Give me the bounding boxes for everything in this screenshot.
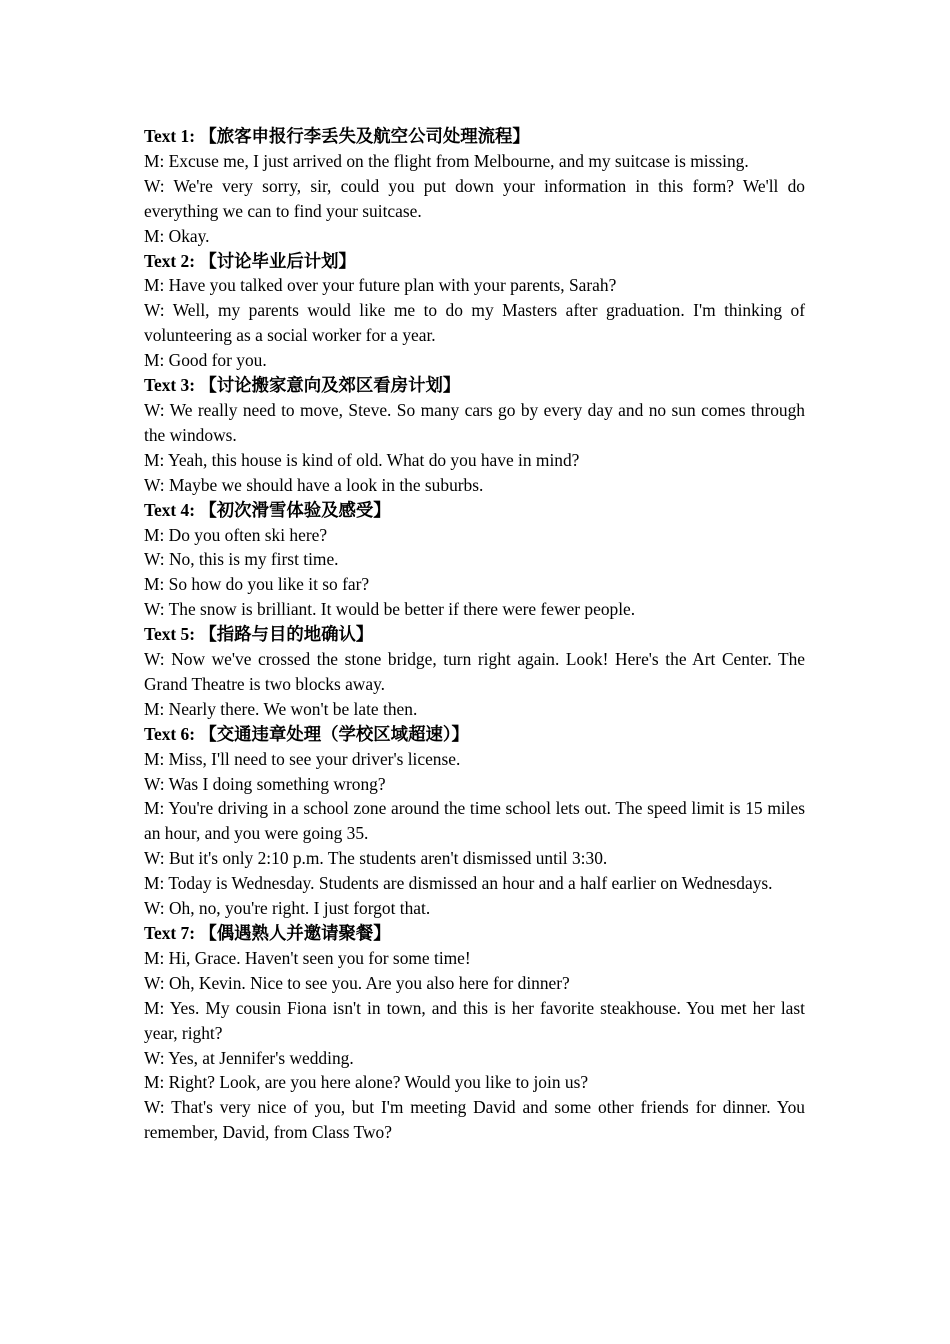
dialogue-line: M: You're driving in a school zone around the time school lets out. The speed limit is 15 miles an hour, and you were going 35. bbox=[144, 798, 805, 844]
dialogue-line: M: Today is Wednesday. Students are dismissed an hour and a half earlier on Wednesdays. bbox=[144, 873, 773, 894]
dialogue-line: M: Hi, Grace. Haven't seen you for some time! bbox=[144, 947, 471, 968]
section-title: Text 7: 【偶遇熟人并邀请聚餐】 bbox=[144, 923, 391, 943]
dialogue-line: M: Nearly there. We won't be late then. bbox=[144, 698, 418, 719]
dialogue-line: W: Maybe we should have a look in the suburbs. bbox=[144, 474, 484, 495]
section-title: Text 2: 【讨论毕业后计划】 bbox=[144, 250, 356, 271]
dialogue-line: W: We're very sorry, sir, could you put down your information in this form? We'll do everything we can to find your suitcase. bbox=[144, 175, 805, 221]
dialogue-line: W: Was I doing something wrong? bbox=[144, 773, 386, 794]
dialogue-line: M: Okay. bbox=[144, 225, 210, 246]
section-title: Text 1: 【旅客申报行李丢失及航空公司处理流程】 bbox=[144, 126, 530, 146]
document-body bbox=[144, 124, 805, 1145]
dialogue-line: W: Well, my parents would like me to do my Masters after graduation. I'm thinking of volunteering as a social worker for a year. bbox=[144, 300, 805, 346]
dialogue-line: M: Have you talked over your future plan with your parents, Sarah? bbox=[144, 275, 617, 296]
section-title: Text 6: 【交通违章处理（学校区域超速）】 bbox=[144, 723, 469, 744]
section-text-7 bbox=[144, 921, 805, 1145]
dialogue-line: M: So how do you like it so far? bbox=[144, 574, 370, 595]
section-text-5 bbox=[144, 622, 805, 722]
dialogue-line: W: Now we've crossed the stone bridge, turn right again. Look! Here's the Art Center. The Grand Theatre is two blocks away. bbox=[144, 649, 805, 694]
section-text-2 bbox=[144, 249, 805, 374]
section-title: Text 4: 【初次滑雪体验及感受】 bbox=[144, 499, 391, 520]
dialogue-line: M: Miss, I'll need to see your driver's license. bbox=[144, 748, 461, 769]
dialogue-line: W: But it's only 2:10 p.m. The students aren't dismissed until 3:30. bbox=[144, 848, 608, 869]
section-text-4 bbox=[144, 498, 805, 623]
dialogue-line: M: Excuse me, I just arrived on the flight from Melbourne, and my suitcase is missing. bbox=[144, 150, 749, 171]
section-title: Text 3: 【讨论搬家意向及郊区看房计划】 bbox=[144, 375, 461, 396]
dialogue-line: W: We really need to move, Steve. So many cars go by every day and no sun comes through the windows. bbox=[144, 399, 805, 445]
section-text-6 bbox=[144, 722, 805, 921]
dialogue-line: M: Do you often ski here? bbox=[144, 524, 328, 545]
dialogue-line: W: No, this is my first time. bbox=[144, 549, 339, 570]
dialogue-line: W: Oh, no, you're right. I just forgot that. bbox=[144, 898, 431, 919]
dialogue-line: W: That's very nice of you, but I'm meeting David and some other friends for dinner. You remember, David, from Class Two? bbox=[144, 1097, 805, 1143]
dialogue-line: W: Yes, at Jennifer's wedding. bbox=[144, 1047, 354, 1068]
dialogue-line: W: The snow is brilliant. It would be better if there were fewer people. bbox=[144, 599, 636, 620]
section-text-1 bbox=[144, 124, 805, 249]
section-text-3 bbox=[144, 373, 805, 498]
dialogue-line: M: Good for you. bbox=[144, 350, 267, 371]
dialogue-line: M: Yes. My cousin Fiona isn't in town, and this is her favorite steakhouse. You met her last year, right? bbox=[144, 997, 805, 1043]
dialogue-line: M: Right? Look, are you here alone? Would you like to join us? bbox=[144, 1072, 589, 1093]
dialogue-line: W: Oh, Kevin. Nice to see you. Are you also here for dinner? bbox=[144, 972, 570, 993]
section-title: Text 5: 【指路与目的地确认】 bbox=[144, 624, 374, 645]
dialogue-line: M: Yeah, this house is kind of old. What do you have in mind? bbox=[144, 449, 580, 470]
